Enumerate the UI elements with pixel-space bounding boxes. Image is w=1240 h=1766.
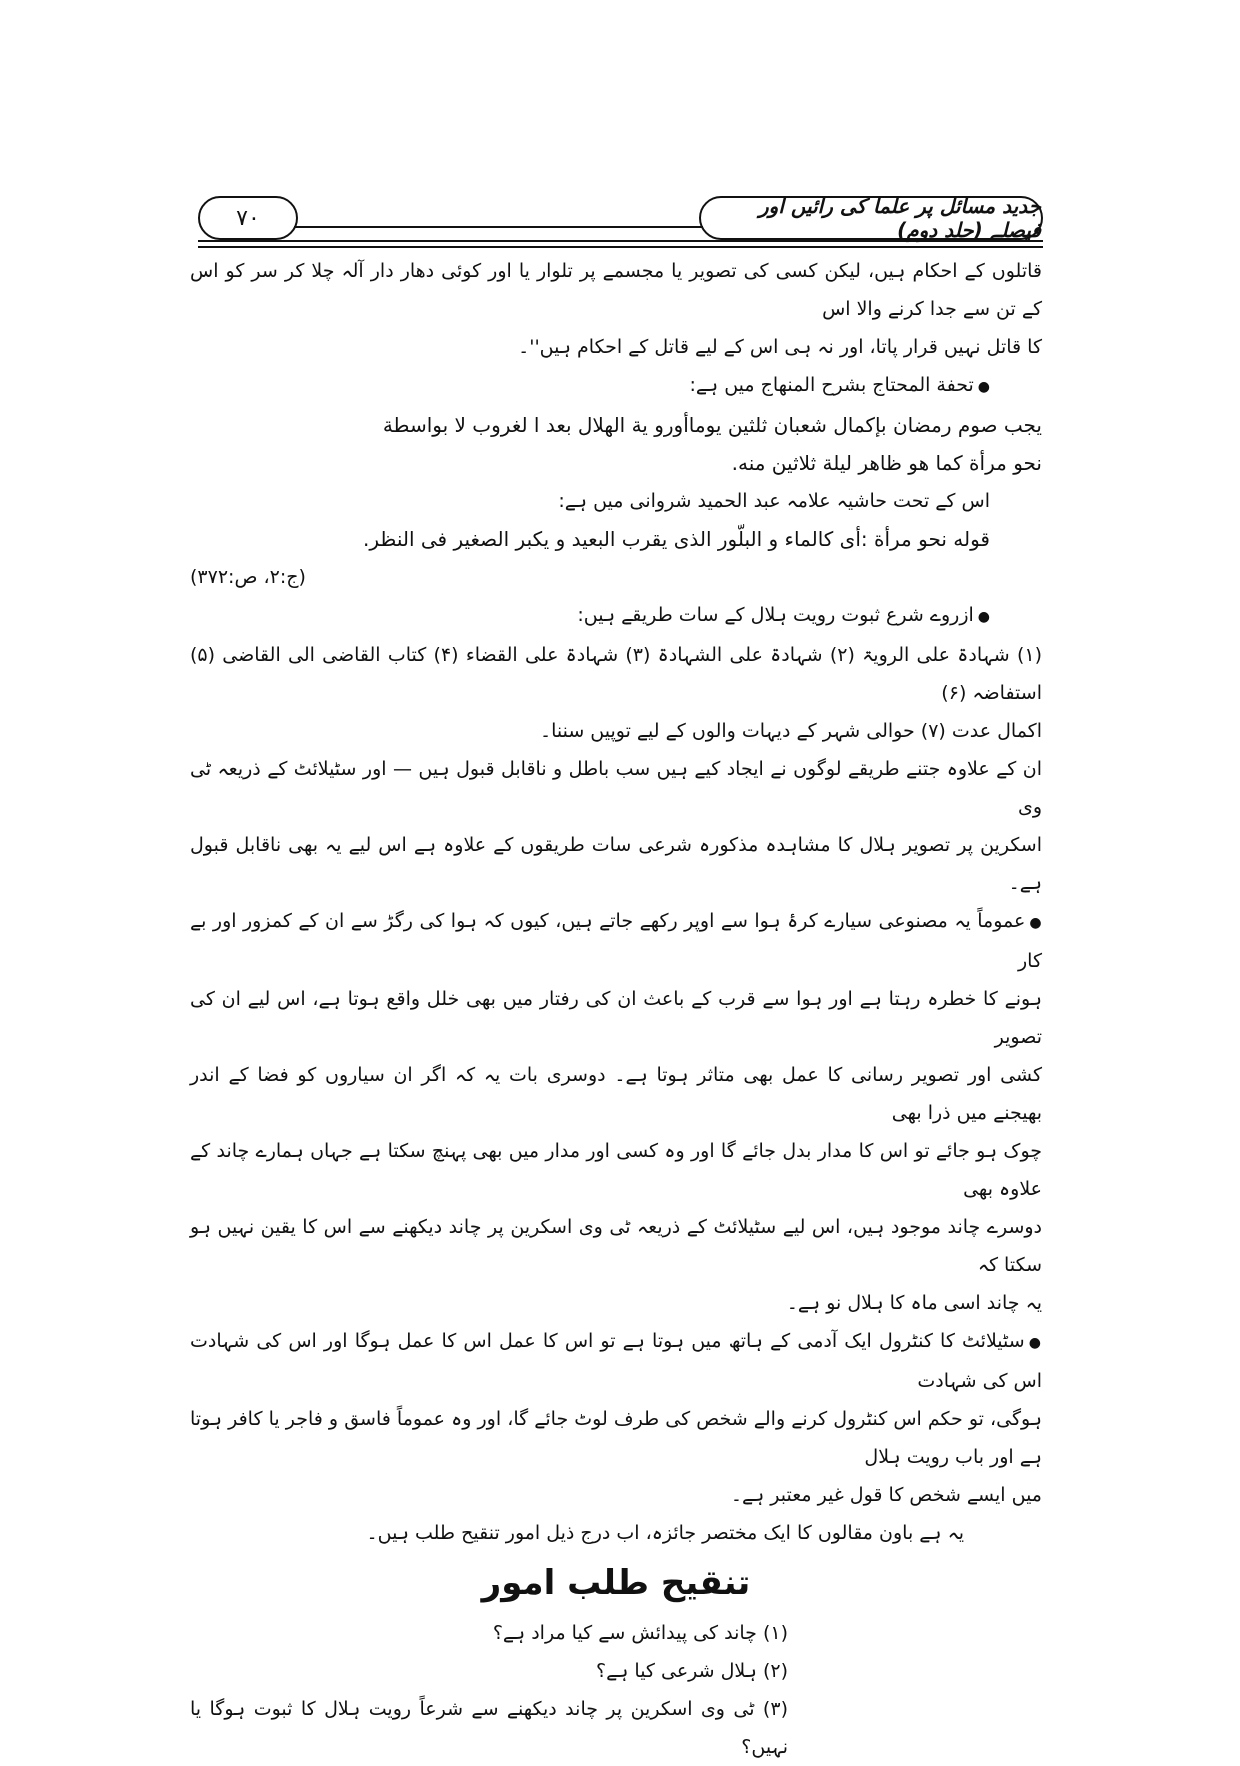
text-line: ان کے علاوہ جتنے طریقے لوگوں نے ایجاد کیے ہیں سب باطل و ناقابل قبول ہیں — اور سٹیلائٹ کے ذریعہ ٹی وی [190,758,1042,818]
text-line: ہوگی، تو حکم اس کنٹرول کرنے والے شخص کی طرف لوٹ جائے گا، اور وہ عموماً فاسق و فاجر یا کافر ہوتا ہے اور باب رویت ہلال [190,1408,1042,1468]
text-line: دوسرے چاند موجود ہیں، اس لیے سٹیلائٹ کے ذریعہ ٹی وی اسکرین پر چاند دیکھنے سے اس کا یقین نہیں ہو سکتا کہ [190,1216,1042,1276]
question-item: (۳) ٹی وی اسکرین پر چاند دیکھنے سے شرعاً رویت ہلال کا ثبوت ہوگا یا نہیں؟ [190,1698,788,1758]
question-item: (۱) چاند کی پیدائش سے کیا مراد ہے؟ [492,1622,788,1644]
arabic-quote-line: قوله نحو مرأة :أی کالماء و البلّور الذی یقرب البعید و یکبر الصغیر فی النظر. [363,527,990,551]
running-title: جدید مسائل پر علما کی رائیں اور فیصلے (جلد دوم) [699,196,1043,240]
text-line: میں ایسے شخص کا قول غیر معتبر ہے۔ [730,1484,1042,1506]
methods-line: (۱) شہادۃ علی الرویۃ (۲) شہادۃ علی الشہادۃ (۳) شہادۃ علی القضاء (۴) کتاب القاضی الی القاضی (۵) استفاضہ (۶) [190,644,1042,704]
page-number: ۷۰ [198,196,298,240]
tuhfa-intro: ● تحفة المحتاج بشرح المنهاج میں ہے: [190,366,1042,406]
section-heading: تنقیح طلب امور [481,1563,751,1603]
header-double-rule [198,240,1043,248]
shariah-intro: ● ازروے شرع ثبوت رویت ہلال کے سات طریقے ہیں: [190,596,1042,636]
text-line: کا قاتل نہیں قرار پاتا، اور نہ ہی اس کے لیے قاتل کے احکام ہیں''۔ [518,336,1042,358]
hashiya-intro: اس کے تحت حاشیہ علامہ عبد الحمید شروانی میں ہے: [558,490,990,512]
reference-citation: (ج:۲، ص:۳۷۲) [190,566,306,588]
summary-line: یہ ہے باون مقالوں کا ایک مختصر جائزہ، اب درج ذیل امور تنقیح طلب ہیں۔ [366,1522,964,1544]
arabic-quote-line: نحو مرأة کما هو ظاهر لیلة ثلاثین منه. [731,451,1042,475]
arabic-quote-line: یجب صوم رمضان بإکمال شعبان ثلثین یوماأورو یة الهلال بعد ا لغروب لا بواسطة [382,413,1042,437]
text-line: ہونے کا خطرہ رہتا ہے اور ہوا سے قرب کے باعث ان کی رفتار میں بھی خلل واقع ہوتا ہے، اس لیے ان کی تصویر [190,988,1042,1048]
text-line: قاتلوں کے احکام ہیں، لیکن کسی کی تصویر یا مجسمے پر تلوار یا اور کوئی دھار دار آلہ چلا کر سر کو اس کے تن سے جدا کرنے والا اس [190,260,1042,320]
text-line: ● عموماً یہ مصنوعی سیارے کرۂ ہوا سے اوپر رکھے جاتے ہیں، کیوں کہ ہوا کی رگڑ سے ان کے کمزور اور بے کار [190,902,1042,980]
methods-line: اکمال عدت (۷) حوالی شہر کے دیہات والوں کے لیے توپیں سننا۔ [539,720,1042,742]
header-divider [294,226,703,228]
question-item: (۲) ہلال شرعی کیا ہے؟ [596,1660,788,1682]
page-body [190,252,1042,1766]
text-line: یہ چاند اسی ماہ کا ہلال نو ہے۔ [786,1292,1042,1314]
text-line: اسکرین پر تصویر ہلال کا مشاہدہ مذکورہ شرعی سات طریقوں کے علاوہ ہے اس لیے یہ بھی ناقابل قبول ہے۔ [190,834,1042,894]
text-line: کشی اور تصویر رسانی کا عمل بھی متاثر ہوتا ہے۔ دوسری بات یہ کہ اگر ان سیاروں کو فضا کے اندر بھیجنے میں ذرا بھی [190,1064,1042,1124]
page-header [198,196,1043,246]
text-line: چوک ہو جائے تو اس کا مدار بدل جائے گا اور وہ کسی اور مدار میں بھی پہنچ سکتا ہے جہاں ہمارے چاند کے علاوہ بھی [190,1140,1042,1200]
text-line: ● سٹیلائٹ کا کنٹرول ایک آدمی کے ہاتھ میں ہوتا ہے تو اس کا عمل اس کا عمل ہوگا اور اس کی شہادت اس کی شہادت [190,1322,1042,1400]
